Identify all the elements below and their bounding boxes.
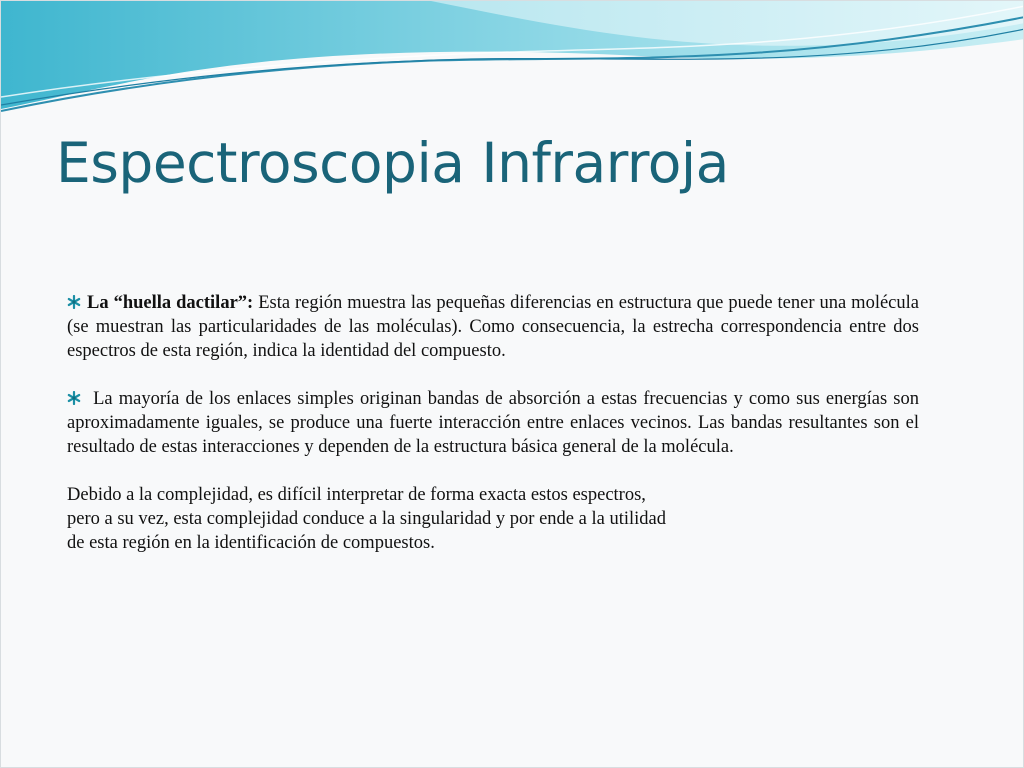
slide-body [67,291,919,555]
snowflake-bullet-icon [67,391,81,405]
bullet-lead: La “huella dactilar”: [87,293,254,313]
closing-line: de esta región en la identificación de compuestos. [67,533,435,553]
bullet-text: La mayoría de los enlaces simples originan bandas de absorción a estas frecuencias y como sus energías son aproximadamente iguales, se produce una fuerte interacción entre enlaces vecinos. Las bandas resultantes son el resultado de estas interacciones y dependen de la estructura básica general de la molécula. [67,389,919,457]
slide-title: Espectroscopia Infrarroja [56,131,729,195]
closing-paragraph [67,483,919,555]
bullet-item [67,291,919,363]
bullet-item [67,387,919,459]
header-wave-decoration [1,1,1024,121]
closing-line: Debido a la complejidad, es difícil interpretar de forma exacta estos espectros, [67,485,646,505]
snowflake-bullet-icon [67,295,81,309]
bullet-text: Esta región muestra las pequeñas diferencias en estructura que puede tener una molécula (se muestran las particularidades de las moléculas). Como consecuencia, la estrecha correspondencia entre dos espectros de esta región, indica la identidad del compuesto. [67,293,919,361]
closing-line: pero a su vez, esta complejidad conduce a la singularidad y por ende a la utilidad [67,509,666,529]
